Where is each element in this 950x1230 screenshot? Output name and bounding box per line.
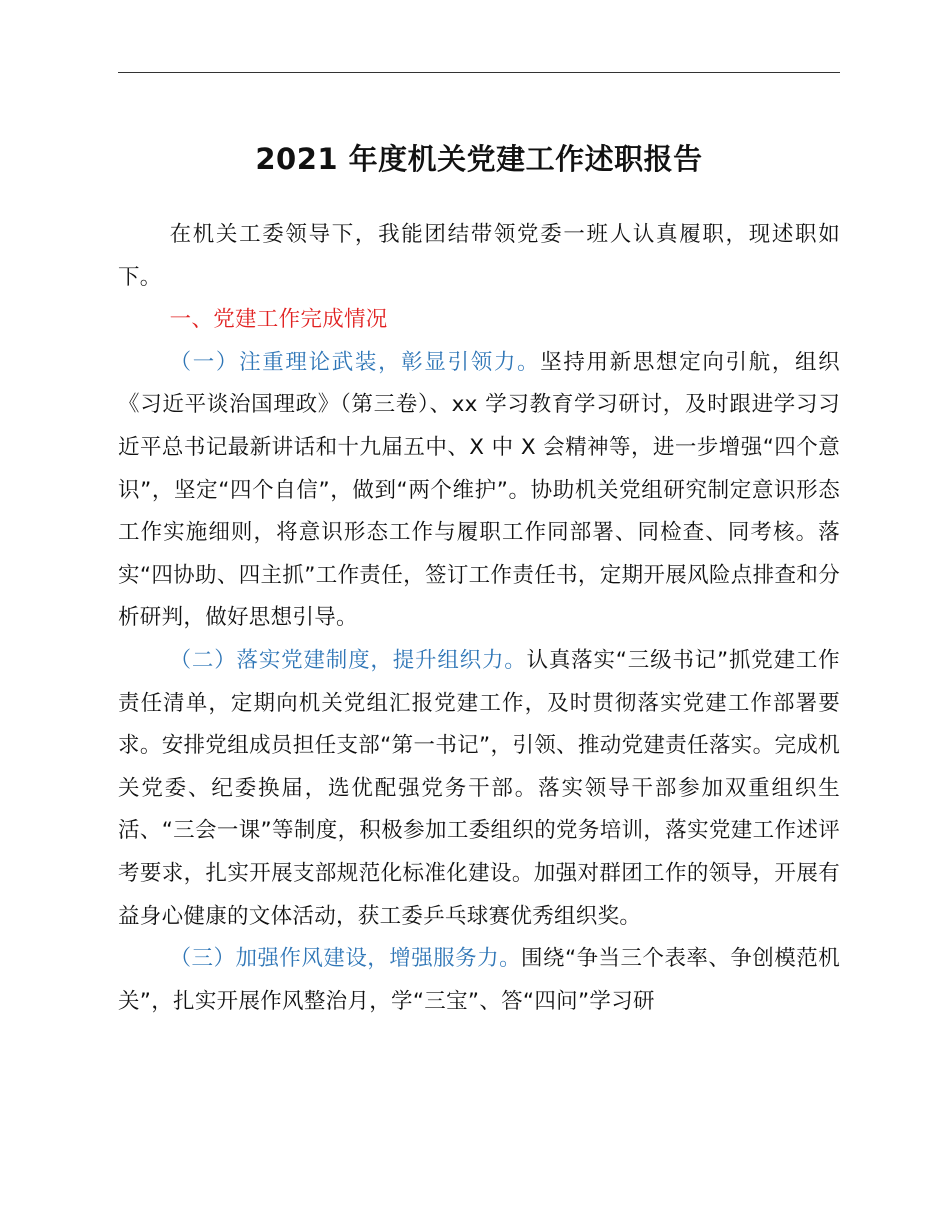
- section-item-1: [118, 342, 840, 640]
- section-item-3: [118, 938, 840, 1023]
- header-rule: [118, 72, 840, 73]
- section-item-3-body: 围绕“争当三个表率、争创模范机关”，扎实开展作风整治月，学“三宝”、答“四问”学习研: [118, 946, 840, 1014]
- section-item-2-body: 认真落实“三级书记”抓党建工作责任清单，定期向机关党组汇报党建工作，及时贯彻落实党建工作部署要求。安排党组成员担任支部“第一书记”，引领、推动党建责任落实。完成机关党委、纪委换届，选优配强党务干部。落实领导干部参加双重组织生活、“三会一课”等制度，积极参加工委组织的党务培训，落实党建工作述评考要求，扎实开展支部规范化标准化建设。加强对群团工作的领导，开展有益身心健康的文体活动，获工委乒乓球赛优秀组织奖。: [118, 647, 840, 929]
- document-title: 2021 年度机关党建工作述职报告: [255, 142, 703, 176]
- section-item-1-body: 坚持用新思想定向引航，组织《习近平谈治国理政》（第三卷）、xx 学习教育学习研讨，及时跟进学习习近平总书记最新讲话和十九届五中、X 中 X 会精神等，进一步增强“四个意识”，坚定“四个自信”，做到“两个维护”。协助机关党组研究制定意识形态工作实施细则，将意识形态工作与履职工作同部署、同检查、同考核。落实“四协助、四主抓”工作责任，签订工作责任书，定期开展风险点排查和分析研判，做好思想引导。: [118, 349, 840, 631]
- section-heading: 一、党建工作完成情况: [169, 307, 388, 333]
- section-item-3-lead: （三）加强作风建设，增强服务力。: [169, 946, 522, 972]
- section-item-2: [118, 640, 840, 938]
- section-item-2-lead: （二）落实党建制度，提升组织力。: [169, 647, 527, 673]
- section-item-1-lead: （一）注重理论武装，彰显引领力。: [169, 349, 541, 375]
- intro-paragraph: 在机关工委领导下，我能团结带领党委一班人认真履职，现述职如下。: [118, 222, 840, 290]
- document-page: [118, 128, 840, 1023]
